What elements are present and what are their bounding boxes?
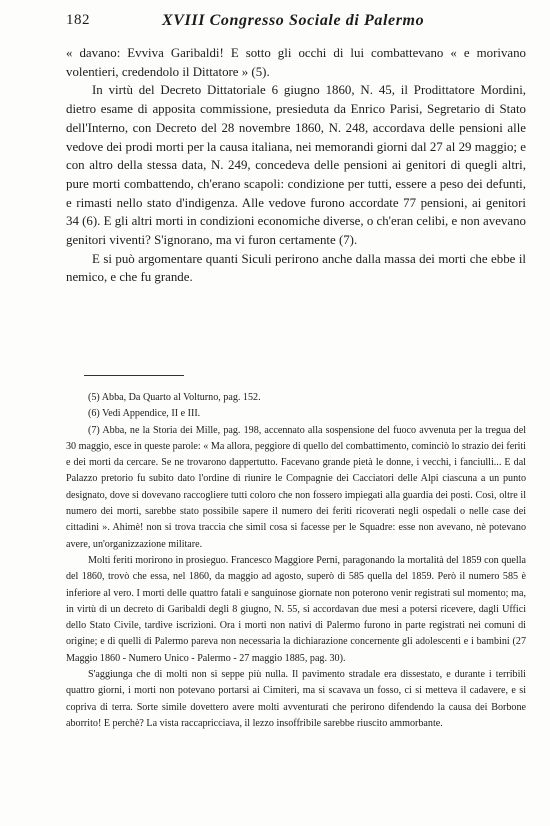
main-text <box>66 44 526 287</box>
footnote-7: (7) Abba, ne la Storia dei Mille, pag. 198, accennato alla sospensione del fuoco avvenuta per la tregua del 30 maggio, esce in queste parole: « Ma allora, peggiore di quello del combattimento, cominciò lo strazio dei feriti e dei morti da cercare. Se ne trovarono dappertutto. Facevano grande pietà le donne, i vecchi, i fanciulli... E dal Palazzo pretorio fu subito dato l'ordine di riunire le Compagnie dei Cacciatori delle Alpi ciascuna a un punto designato, dove si dovevano raccogliere tutti coloro che non fossero impiegati alla guardia dei posti. Così, oltre il numero dei morti, sarebbe stato possibile sapere il numero dei feriti ricoverati negli ospedali o nelle case dei cittadini ». Ahimè! non si trova traccia che simil cosa si facesse per le Squadre: esse non avevano, nè potevano avere, un'organizzazione militare. <box>66 424 526 550</box>
running-title: XVIII Congresso Sociale di Palermo <box>162 12 425 29</box>
footnote-5: (5) Abba, Da Quarto al Volturno, pag. 152. <box>88 392 261 403</box>
footnote-7-continuation-burials: S'aggiunga che di molti non si seppe più nulla. Il pavimento stradale era dissestato, e durante i terribili quattro giorni, i morti non potevano portarsi ai Cimiteri, ma si scavava un fosso, ci si metteva il cadavere, e si copriva di terra. Sorte simile dovettero avere molti avventurati che perirono difendendo la causa dei Borbone aborrito! E perchè? La vista raccapricciava, il lezzo insoffribile sarebbe riuscito ammorbante. <box>66 669 526 729</box>
body-paragraph-quote: « davano: Evviva Garibaldi! E sotto gli occhi di lui combattevano « e morivano volentieri, credendolo il Dittatore » (5). <box>66 46 526 79</box>
page-number: 182 <box>66 12 90 28</box>
footnotes <box>66 390 526 732</box>
footnote-separator <box>84 375 184 376</box>
footnote-7-continuation-deaths: Molti feriti morirono in prosieguo. Francesco Maggiore Perni, paragonando la mortalità del 1859 con quella del 1860, trovò che essa, nel 1860, da maggio ad agosto, superò di 585 quella del 1859. Però il numero 585 è inferiore al vero. I morti delle quattro fatali e sanguinose giornate non poterono venir registrati sul momento; ma, in virtù di un decreto di Garibaldi degli 8 giugno, N. 55, si accordavan due mesi a potersi ricevere, dagli Uffici dello Stato Civile, tardive iscrizioni. Ora i morti non nativi di Palermo furono in parte registrati nei comuni di origine; e di quelli di Palermo pareva non necessaria la dichiarazione concernente gli adolescenti e i bambini (27 Maggio 1860 - Numero Unico - Palermo - 27 maggio 1885, pag. 30). <box>66 554 526 664</box>
running-head <box>66 12 526 34</box>
body-paragraph-pensions: In virtù del Decreto Dittatoriale 6 giugno 1860, N. 45, il Prodittatore Mordini, dietro esame di apposita commissione, presieduta da Enrico Parisi, Segretario di Stato dell'Interno, con Decreto del 28 novembre 1860, N. 248, accordava delle pensioni alle vedove dei prodi morti per la causa italiana, nei memorandi giorni dal 27 al 29 maggio; e con altro della stessa data, N. 249, concedeva delle pensioni ai genitori di quegli altri, pure morti combattendo, ch'erano scapoli: condizione per tutti, essere a peso dei defunti, e rimasti nello stato d'indigenza. Alle vedove furono accordate 77 pensioni, ai genitori 34 (6). E gli altri morti in condizioni economiche diverse, o ch'eran celibi, e non avevano genitori viventi? S'ignorano, ma vi furon certamente (7). <box>66 83 526 248</box>
body-paragraph-conclusion: E si può argomentare quanti Siculi perirono anche dalla massa dei morti che ebbe il nemico, e che fu grande. <box>66 251 526 285</box>
footnote-6: (6) Vedi Appendice, II e III. <box>88 408 201 420</box>
